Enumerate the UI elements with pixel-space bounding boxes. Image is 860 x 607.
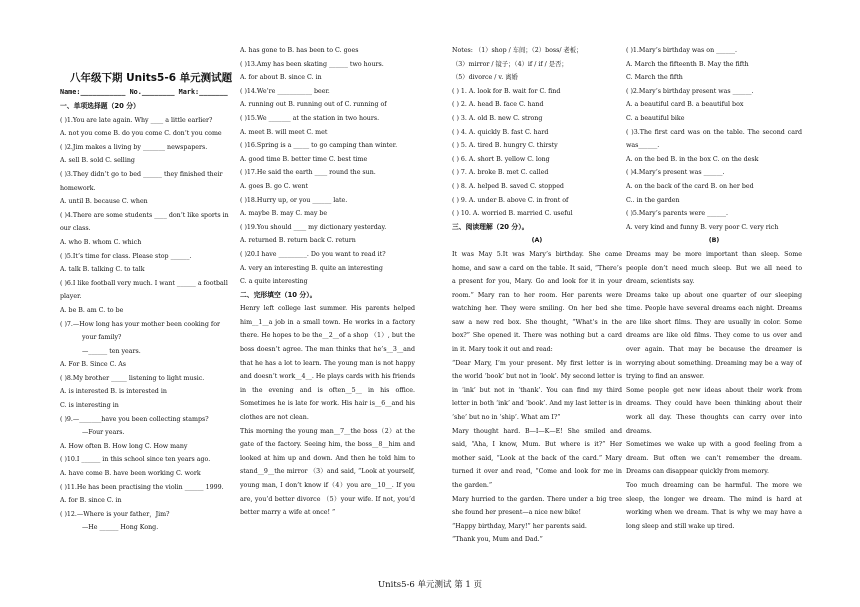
text-line: It was May 5.It was Mary’s birthday. She came home, and saw a card on the table. It said, “There’s a present for you, Mary. Go and look for it in your room.” Mary ran to her room. Her parents were watching her. They were smiling. On her bed she saw a new red box. She thought, “What’s in the box?” She opened it. There was nothing but a card in it. Mary took it out and read:	[452, 250, 622, 354]
text-line: A. be B. am C. to be	[60, 306, 124, 314]
text-line: A. for about B. since C. in	[240, 74, 322, 82]
text-line: ( )9.—_______have you been collecting stamps?	[60, 415, 209, 423]
text-line: player.	[60, 293, 82, 301]
text-line: A. goes B. go C. went	[240, 182, 309, 190]
text-line: Henry left college last summer. His parents helped him__1__a job in a small town. He works in a factory there. He hopes to be the__2__of a shop （1）, but the boss doesn’t agree. The man thinks that he’s__3__and that he has a lot to learn. The young man is not happy and doesn’t work__4__. He plays cards with his friends in the evening and is often__5__ in his office. Sometimes he is late for work. His hair is__6__and his clothes are not clean.	[240, 305, 415, 422]
page-footer: Units5-6 单元测试 第 1 页	[377, 580, 483, 590]
text-line: your family?	[82, 334, 122, 342]
text-line: ( )2.Mary’s birthday present was ______.	[626, 87, 754, 95]
text-line: ( ) 7. A. broke B. met C. called	[452, 169, 549, 177]
text-line: A. March the fifteenth B. May the fifth	[626, 60, 749, 68]
text-line: C.. in the garden	[626, 196, 680, 204]
text-line: ( )6.I like football very much. I want ______ a football	[60, 279, 228, 287]
text-line: ( )10.I ______ in this school since ten years ago.	[60, 456, 211, 464]
text-line: ( )20.I have _________. Do you want to read it?	[240, 250, 386, 258]
text-line: A. sell B. sold C. selling	[60, 157, 135, 165]
text-line: Mary hurried to the garden. There under a big tree she found her present—a nice new bike!	[452, 495, 622, 517]
text-line: C. is interesting in	[60, 402, 119, 410]
text-line: our class.	[60, 225, 91, 233]
text-line: ( )15.We _______ at the station in two hours.	[240, 114, 380, 122]
text-line: “Happy birthday, Mary!” her parents said.	[452, 522, 587, 530]
text-line: A. returned B. return back C. return	[240, 237, 356, 245]
column-3	[452, 44, 622, 547]
text-line: ( )3.The first card was on the table. The second card was______.	[626, 128, 802, 150]
text-line: A. is interested B. is interested in	[60, 388, 167, 396]
text-line: A. very kind and funny B. very poor C. very rich	[626, 223, 779, 231]
text-line: ( )11.He has been practising the violin ______ 1999.	[60, 483, 224, 491]
page-title: 八年级下期 Units5-6 单元测试题	[70, 72, 233, 84]
text-line: (A)	[531, 237, 543, 245]
text-line: A. How often B. How long C. How many	[60, 442, 188, 450]
text-line: (B)	[708, 237, 720, 245]
text-line: A. who B. whom C. which	[60, 238, 142, 246]
text-line: ( )1.Mary’s birthday was on ______.	[626, 47, 738, 54]
text-line: ( ) 1. A. look for B. wait for C. find	[452, 87, 561, 95]
text-line: ( ) 6. A. short B. yellow C. long	[452, 155, 550, 163]
text-line: ( )18.Hurry up, or you ______ late.	[240, 196, 348, 204]
text-line: A. meet B. will meet C. met	[240, 128, 328, 136]
text-line: A. talk B. talking C. to talk	[60, 266, 145, 274]
text-line: Too much dreaming can be harmful. The more we sleep, the longer we dream. The mind is hard at working when we dream. That is why we may have a long sleep and still wake up tired.	[626, 482, 802, 530]
column-1	[60, 86, 235, 100]
text-line: A. good time B. better time C. best time	[240, 155, 368, 163]
text-line: Some people get new ideas about their work from dreams. They could have been thinking about their work all day. These thoughts can carry over into dreams.	[626, 386, 802, 435]
text-line: A. has gone to B. has been to C. goes	[240, 47, 359, 54]
column-4	[626, 44, 802, 533]
text-line: 三、阅读理解（20 分）。	[452, 222, 529, 231]
text-line: ( )2.Jim makes a living by _______ newspapers.	[60, 143, 208, 151]
text-line: Dreams take up about one quarter of our sleeping time. People have several dreams each night. Dreams are like short films. They are usually in color. Some dreams are like old films. They come to us over and over again. That may be because the dreamer is worrying about something. Dreaming may be a way of trying to find an answer.	[626, 291, 802, 381]
text-line: —Four years.	[82, 429, 125, 437]
text-line: A. For B. Since C. As	[60, 361, 127, 369]
text-line: ( ) 3. A. old B. new C. strong	[452, 114, 543, 122]
text-line: “Thank you, Mum and Dad.”	[452, 536, 543, 544]
text-line: ( )4.There are some students ____ don’t like sports in	[60, 211, 229, 219]
text-line: Notes: （1）shop / 车间；（2）boss/ 老板；	[452, 47, 583, 54]
text-line: ( )12.—Where is your father，Jim?	[60, 510, 170, 518]
text-line: Sometimes we wake up with a good feeling from a dream. But often we can’t remember the dream. Dreams can disappear quickly from memory.	[626, 441, 802, 476]
text-line: C. a quite interesting	[240, 278, 308, 286]
text-line: ( )13.Amy has been skating ______ two hours.	[240, 60, 384, 68]
text-line: ( ) 2. A. head B. face C. hand	[452, 101, 544, 109]
text-line: homework.	[60, 184, 96, 192]
text-line: A. very an interesting B. quite an interesting	[240, 264, 383, 272]
text-line: ( )3.They didn’t go to bed ______ they finished their	[60, 170, 223, 178]
text-line: ( )5.Mary’s parents were ______.	[626, 210, 729, 218]
text-line: ( )8.My brother _____ listening to light music.	[60, 374, 205, 382]
text-line: “Dear Mary, I’m your present. My first letter is in the world ‘book’ but not in ‘look’. My second letter is in ‘ink’ but not in ‘thank’. You can find my third letter in both ‘ink’ and ‘book’. And my last letter is in ‘she’ but no in ‘ship’. What am I?”	[452, 359, 622, 422]
text-line: A. on the bed B. in the box C. on the desk	[626, 155, 759, 163]
text-line: A. a beautiful card B. a beautiful box	[626, 101, 744, 109]
text-line: —______ ten years.	[82, 347, 141, 355]
text-line: 一、单项选择题（20 分）	[60, 102, 140, 110]
text-line: A. not you come B. do you come C. don’t you come	[60, 130, 222, 138]
text-line: ( )14.We’re ___________ beer.	[240, 87, 330, 95]
text-line: A. maybe B. may C. may be	[240, 210, 328, 218]
text-line: ( )19.You should ____ my dictionary yesterday.	[240, 223, 387, 231]
text-line: Dreams may be more important than sleep. Some people don’t need much sleep. But we all need to dream, scientists say.	[626, 250, 802, 286]
text-line: A. running out B. running out of C. running of	[240, 101, 387, 109]
text-line: ( ) 4. A. quickly B. fast C. hard	[452, 128, 549, 136]
text-line: ( )17.He said the earth ____ round the sun.	[240, 169, 376, 177]
text-line: C. March the fifth	[626, 74, 683, 82]
column-2	[240, 44, 415, 520]
text-line: —He ______ Hong Kong.	[82, 524, 159, 532]
text-line: ( ) 5. A. tired B. hungry C. thirsty	[452, 142, 558, 150]
text-line: ( ) 9. A. under B. above C. in front of	[452, 196, 569, 204]
text-line: ( )4.Mary’s present was ______.	[626, 169, 725, 177]
text-line: ( )16.Spring is a _____ to go camping than winter.	[240, 142, 398, 150]
text-line: 二、完形填空（10 分）。	[240, 290, 317, 299]
text-line: C. a beautiful bike	[626, 114, 685, 122]
text-line: （3）mirror / 镜子；（4）if / if / 是否；	[452, 60, 568, 68]
text-line: ( )5.It’s time for class. Please stop ______.	[60, 252, 192, 260]
text-line: A. have come B. have been working C. work	[60, 470, 201, 478]
column-1-questions	[60, 100, 235, 535]
student-info-line: Name:___________ No.________ Mark:_______	[60, 88, 228, 96]
text-line: ( )7.—How long has your mother been cooking for	[60, 320, 221, 328]
text-line: A. until B. because C. when	[60, 198, 148, 206]
text-line: （5）divorce / v. 离婚	[452, 74, 518, 82]
text-line: ( ) 8. A. helped B. saved C. stopped	[452, 182, 564, 190]
text-line: ( ) 10. A. worried B. married C. useful	[452, 210, 573, 218]
text-line: A. on the back of the card B. on her bed	[626, 182, 754, 190]
text-line: A. for B. since C. in	[60, 497, 122, 505]
text-line: Mary thought hard. B—I—K—E! She smiled and said, “Aha, I know, Mum. But where is it?” Her mother said, “Look at the back of the card.” Mary turned it over and read, “Come and look for me in the garden.”	[452, 427, 622, 489]
text-line: ( )1.You are late again. Why ____ a little earlier?	[60, 116, 213, 124]
text-line: This morning the young man__7__the boss（2）at the gate of the factory. Seeing him, the boss__8__him and looked at him up and down. And then he told him to stand__9__the mirror （3）and said, “Look at yourself, young man, I don’t know if（4）you are__10__. If you are, you’d better divorce （5）your wife. If not, you’d better marry a wife at once! ”	[240, 427, 415, 517]
